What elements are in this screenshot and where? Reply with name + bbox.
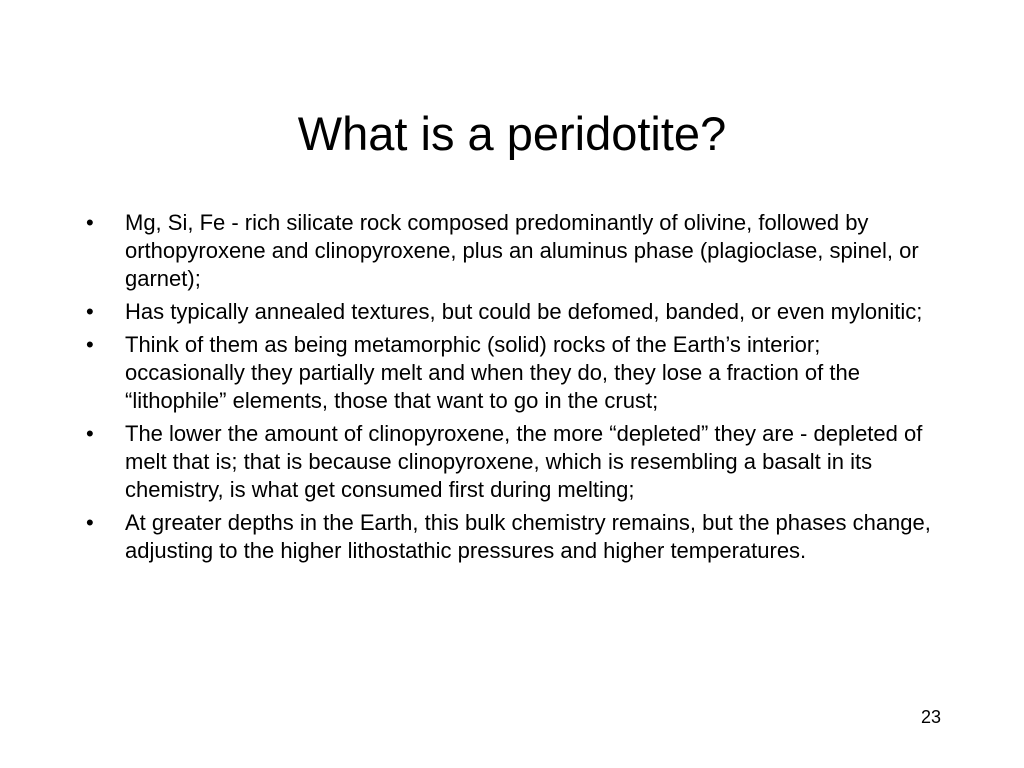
slide-title: What is a peridotite? bbox=[297, 107, 727, 160]
bullet-text: Has typically annealed textures, but could be defomed, banded, or even mylonitic; bbox=[125, 299, 923, 324]
bullet-text: At greater depths in the Earth, this bulk chemistry remains, but the phases change, adjusting to the higher lithostathic pressures and higher temperatures. bbox=[125, 510, 931, 563]
bullet-item bbox=[0, 298, 935, 326]
bullet-list bbox=[0, 209, 935, 570]
bullet-item bbox=[0, 420, 935, 504]
bullet-item bbox=[0, 209, 935, 293]
bullet-item bbox=[0, 509, 935, 565]
bullet-icon: • bbox=[86, 299, 94, 324]
bullet-text: Mg, Si, Fe - rich silicate rock composed predominantly of olivine, followed by orthopyroxene and clinopyroxene, plus an aluminus phase (plagioclase, spinel, or garnet); bbox=[125, 210, 919, 291]
page-number: 23 bbox=[920, 707, 941, 727]
bullet-text: Think of them as being metamorphic (solid) rocks of the Earth’s interior; occasionally they partially melt and when they do, they lose a fraction of the “lithophile” elements, those that want to go in the crust; bbox=[125, 332, 860, 413]
bullet-icon: • bbox=[86, 421, 94, 446]
bullet-icon: • bbox=[86, 210, 94, 235]
bullet-item bbox=[0, 331, 935, 415]
bullet-text: The lower the amount of clinopyroxene, the more “depleted” they are - depleted of melt that is; that is because clinopyroxene, which is resembling a basalt in its chemistry, is what get consumed first during melting; bbox=[125, 421, 923, 502]
bullet-icon: • bbox=[86, 332, 94, 357]
bullet-icon: • bbox=[86, 510, 94, 535]
